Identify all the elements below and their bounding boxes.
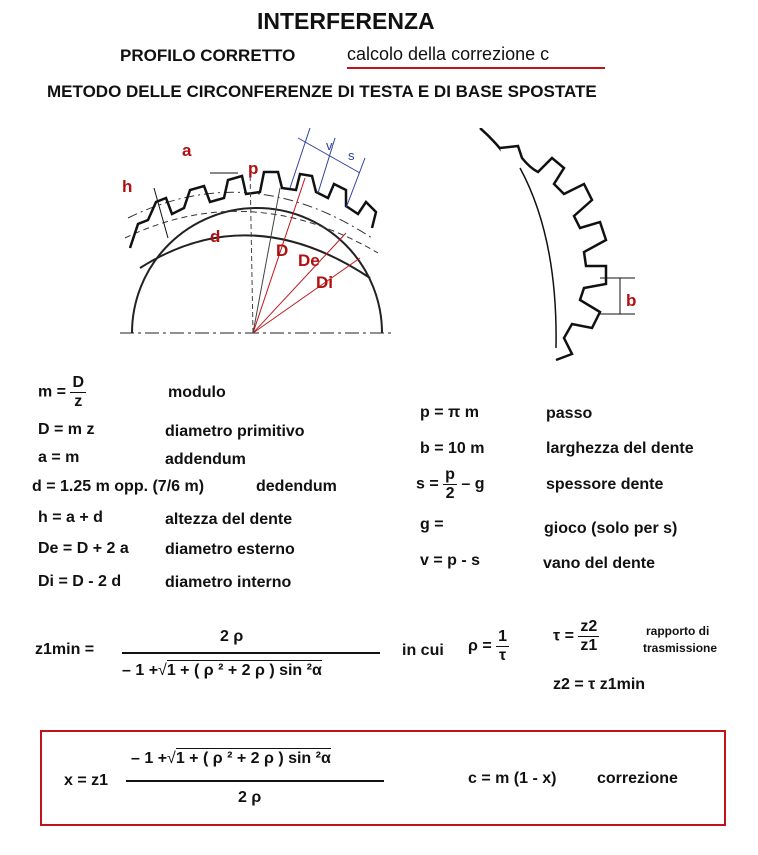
- desc-D: diametro primitivo: [165, 423, 305, 440]
- formula-rhs: – g: [461, 475, 485, 493]
- x-numerator: [131, 750, 331, 768]
- denominator: τ: [499, 647, 507, 664]
- formula-a: a = m: [38, 449, 80, 466]
- page-title: INTERFERENZA: [257, 8, 435, 34]
- tau-formula: [553, 618, 599, 655]
- x-lhs: x = z1: [64, 772, 109, 789]
- label-a: a: [182, 141, 192, 160]
- formula-lhs: m =: [38, 383, 67, 401]
- z1min-lhs: z1min =: [35, 641, 95, 658]
- gear-diagram-left: [110, 128, 400, 348]
- fraction: [578, 618, 599, 655]
- x-denominator: 2 ρ: [238, 789, 262, 806]
- formula-v: v = p - s: [420, 552, 481, 569]
- label-De: De: [298, 251, 320, 270]
- formula-g: g =: [420, 516, 444, 533]
- label-p: p: [248, 159, 259, 178]
- formula-De: De = D + 2 a: [38, 540, 129, 557]
- c-desc: correzione: [597, 770, 678, 787]
- label-v: v: [326, 138, 333, 153]
- desc-d: dedendum: [256, 478, 337, 495]
- desc-h: altezza del dente: [165, 511, 293, 528]
- tau-lhs: τ =: [553, 627, 574, 645]
- denominator: z1: [580, 637, 598, 654]
- numerator: D: [72, 374, 85, 391]
- desc-p: passo: [546, 405, 593, 422]
- z1min-fraction-line: [122, 652, 380, 654]
- rho-formula: [468, 628, 509, 665]
- numerator: 1: [498, 628, 508, 645]
- in-cui-label: in cui: [402, 642, 444, 659]
- denominator: z: [74, 393, 83, 410]
- desc-Di: diametro interno: [165, 574, 292, 591]
- method-title: METODO DELLE CIRCONFERENZE DI TESTA E DI BASE SPOSTATE: [47, 82, 597, 101]
- label-s: s: [348, 148, 355, 163]
- sqrt-content: 1 + ( ρ ² + 2 ρ ) sin ²α: [166, 662, 322, 679]
- subtitle-right-text: calcolo della correzione c: [347, 44, 550, 64]
- subtitle-underline: [347, 67, 605, 69]
- desc-a: addendum: [165, 451, 246, 468]
- numerator: z2: [580, 618, 598, 635]
- label-d: d: [210, 227, 221, 246]
- tau-note-2: trasmissione: [643, 641, 718, 655]
- desc-s: spessore dente: [546, 476, 664, 493]
- formula-Di: Di = D - 2 d: [38, 573, 122, 590]
- fraction: [496, 628, 509, 665]
- denominator-pre: – 1 +: [122, 662, 159, 679]
- x-fraction-line: [126, 780, 384, 782]
- tau-note-1: rapporto di: [646, 624, 710, 638]
- subtitle-right: [347, 44, 605, 69]
- desc-v: vano del dente: [543, 555, 656, 572]
- sqrt-sign: √: [158, 662, 167, 679]
- desc-g: gioco (solo per s): [544, 520, 678, 537]
- label-Di: Di: [316, 273, 333, 292]
- denominator: 2: [445, 485, 455, 502]
- numerator-pre: – 1 +: [131, 750, 168, 767]
- sqrt-content: 1 + ( ρ ² + 2 ρ ) sin ²α: [175, 750, 331, 767]
- z1min-denominator: [122, 662, 322, 680]
- formula-modulo: [38, 374, 86, 411]
- subtitle-left: PROFILO CORRETTO: [120, 46, 296, 65]
- fraction: [70, 374, 86, 411]
- formula-D: D = m z: [38, 421, 95, 438]
- fraction: [443, 466, 457, 503]
- label-D: D: [276, 241, 289, 260]
- formula-b: b = 10 m: [420, 440, 485, 457]
- z2-formula: z2 = τ z1min: [553, 676, 646, 693]
- label-b: b: [626, 291, 637, 310]
- desc-modulo: modulo: [168, 384, 226, 401]
- numerator: p: [445, 466, 455, 483]
- desc-b: larghezza del dente: [546, 440, 694, 457]
- desc-De: diametro esterno: [165, 541, 295, 558]
- formula-h: h = a + d: [38, 509, 103, 526]
- gear-diagram-right: [460, 128, 650, 363]
- c-formula: c = m (1 - x): [468, 770, 557, 787]
- formula-s: [416, 466, 485, 503]
- z1min-numerator: 2 ρ: [220, 628, 244, 645]
- sqrt-sign: √: [167, 750, 176, 767]
- label-h: h: [122, 177, 133, 196]
- rho-lhs: ρ =: [468, 637, 492, 655]
- formula-lhs: s =: [416, 475, 439, 493]
- formula-d: d = 1.25 m opp. (7/6 m): [32, 478, 205, 495]
- formula-p: p = π m: [420, 404, 479, 421]
